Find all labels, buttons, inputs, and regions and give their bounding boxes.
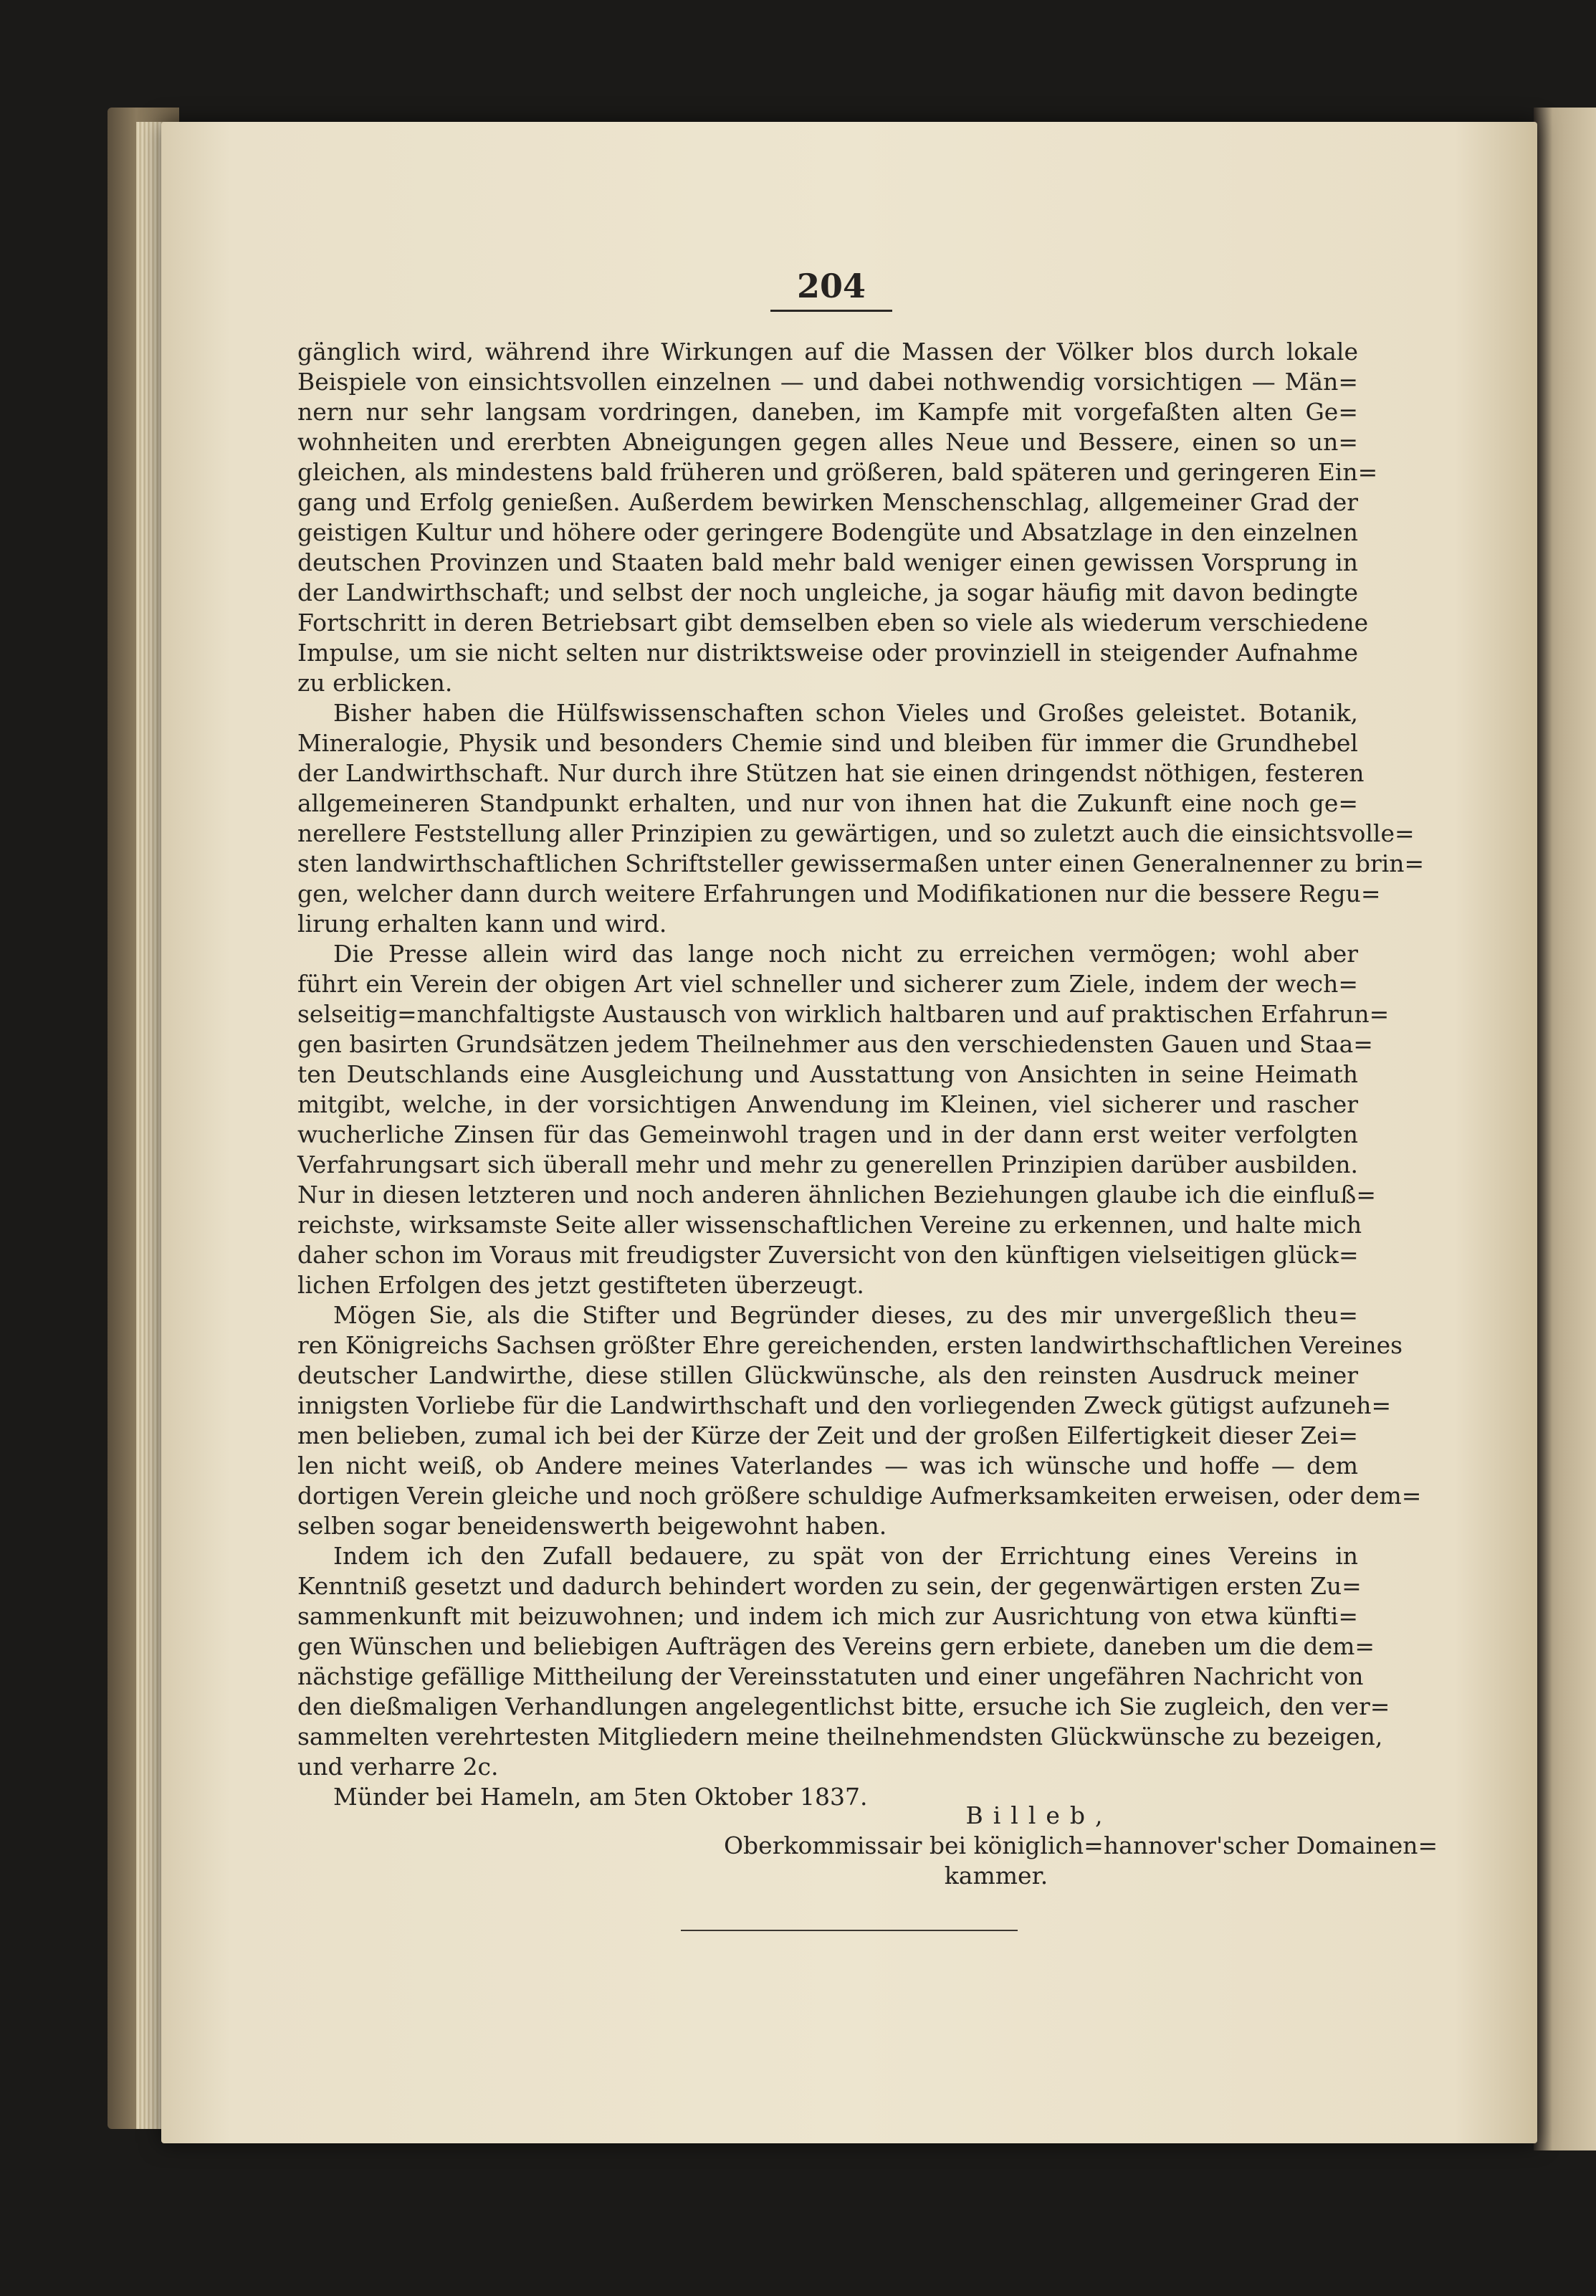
text-line: Kenntniß gesetzt und dadurch behindert worden zu sein, der gegenwärtigen ersten Zu=	[297, 1572, 1362, 1600]
text-line: wohnheiten und ererbten Abneigungen gegen alles Neue und Bessere, einen so un=	[297, 428, 1358, 456]
text-line: Beispiele von einsichtsvollen einzelnen — und dabei nothwendig vorsichtigen — Män=	[297, 368, 1358, 396]
text-line: selben sogar beneidenswerth beigewohnt haben.	[297, 1512, 887, 1540]
text-line: lirung erhalten kann und wird.	[297, 910, 667, 938]
text-line: führt ein Verein der obigen Art viel schneller und sicherer zum Ziele, indem der wech=	[297, 970, 1358, 998]
text-line: wucherliche Zinsen für das Gemeinwohl tragen und in der dann erst weiter verfolgten	[297, 1120, 1358, 1148]
paragraph-start: Die Presse allein wird das lange noch nicht zu erreichen vermögen; wohl aber	[333, 940, 1358, 968]
closing-rule	[681, 1930, 1018, 1931]
text-line: Nur in diesen letzteren und noch anderen ähnlichen Beziehungen glaube ich die einfluß=	[297, 1181, 1376, 1209]
text-line: ten Deutschlands eine Ausgleichung und Ausstattung von Ansichten in seine Heimath	[297, 1060, 1358, 1088]
text-line: der Landwirthschaft; und selbst der noch ungleiche, ja sogar häufig mit davon bedingte	[297, 578, 1358, 606]
text-line: sammenkunft mit beizuwohnen; und indem ich mich zur Ausrichtung von etwa künfti=	[297, 1602, 1358, 1630]
signatory-title-cont: kammer.	[944, 1862, 1048, 1890]
text-line: geistigen Kultur und höhere oder geringere Bodengüte und Absatzlage in den einzelnen	[297, 518, 1358, 546]
text-line: Impulse, um sie nicht selten nur distriktsweise oder provinziell in steigender Aufnahme	[297, 639, 1358, 667]
text-line: und verharre 2c.	[297, 1753, 499, 1781]
text-line: sten landwirthschaftlichen Schriftsteller gewissermaßen unter einen Generalnenner zu brin=	[297, 849, 1425, 877]
text-line: gen basirten Grundsätzen jedem Theilnehmer aus den verschiedensten Gauen und Staa=	[297, 1030, 1373, 1058]
page-number: 204	[796, 267, 866, 305]
paragraph-start: Indem ich den Zufall bedauere, zu spät von der Errichtung eines Vereins in	[333, 1542, 1358, 1570]
text-line: selseitig=manchfaltigste Austausch von wirklich haltbaren und auf praktischen Erfahrun=	[297, 1000, 1390, 1028]
text-line: innigsten Vorliebe für die Landwirthschaft und den vorliegenden Zweck gütigst aufzuneh=	[297, 1391, 1392, 1419]
header-rule	[770, 310, 892, 312]
text-line: len nicht weiß, ob Andere meines Vaterlandes — was ich wünsche und hoffe — dem	[297, 1452, 1358, 1480]
text-line: nerellere Feststellung aller Prinzipien zu gewärtigen, und so zuletzt auch die einsichtsvolle=	[297, 819, 1415, 847]
signature-block	[724, 1801, 1438, 1891]
text-line: zu erblicken.	[297, 669, 453, 697]
text-line: mitgibt, welche, in der vorsichtigen Anwendung im Kleinen, viel sicherer und rascher	[297, 1090, 1358, 1118]
text-line: allgemeineren Standpunkt erhalten, und nur von ihnen hat die Zukunft eine noch ge=	[297, 789, 1358, 817]
text-line: deutschen Provinzen und Staaten bald mehr bald weniger einen gewissen Vorsprung in	[297, 548, 1358, 576]
text-line: gleichen, als mindestens bald früheren und größeren, bald späteren und geringeren Ein=	[297, 458, 1378, 486]
text-line: gen, welcher dann durch weitere Erfahrungen und Modifikationen nur die bessere Regu=	[297, 880, 1381, 908]
text-line: Verfahrungsart sich überall mehr und mehr zu generellen Prinzipien darüber ausbilden.	[297, 1151, 1358, 1178]
text-line: ren Königreichs Sachsen größter Ehre gereichenden, ersten landwirthschaftlichen Vereines	[297, 1331, 1403, 1359]
text-line: daher schon im Voraus mit freudigster Zuversicht von den künftigen vielseitigen glück=	[297, 1241, 1359, 1269]
paragraph-start: Mögen Sie, als die Stifter und Begründer dieses, zu des mir unvergeßlich theu=	[333, 1301, 1358, 1329]
text-line: deutscher Landwirthe, diese stillen Glückwünsche, als den reinsten Ausdruck meiner	[297, 1361, 1358, 1389]
facing-page-edge	[1534, 108, 1596, 2150]
text-line: gen Wünschen und beliebigen Aufträgen des Vereins gern erbiete, daneben um die dem=	[297, 1632, 1375, 1660]
text-line: sammelten verehrtesten Mitgliedern meine theilnehmendsten Glückwünsche zu bezeigen,	[297, 1723, 1383, 1750]
text-line: nächstige gefällige Mittheilung der Vereinsstatuten und einer ungefähren Nachricht von	[297, 1662, 1364, 1690]
body-text	[297, 337, 1425, 1812]
text-line: den dießmaligen Verhandlungen angelegentlichst bitte, ersuche ich Sie zugleich, den ver=	[297, 1692, 1390, 1720]
signatory-name: Billeb,	[965, 1801, 1113, 1829]
text-line: gänglich wird, während ihre Wirkungen auf die Massen der Völker blos durch lokale	[297, 338, 1358, 366]
text-line: dortigen Verein gleiche und noch größere schuldige Aufmerksamkeiten erweisen, oder dem=	[297, 1482, 1422, 1510]
text-line: men belieben, zumal ich bei der Kürze der Zeit und der großen Eilfertigkeit dieser Zei=	[297, 1421, 1358, 1449]
paragraph-start: Bisher haben die Hülfswissenschaften schon Vieles und Großes geleistet. Botanik,	[333, 699, 1358, 727]
place-date-line: Münder bei Hameln, am 5ten Oktober 1837.	[333, 1783, 868, 1811]
text-line: der Landwirthschaft. Nur durch ihre Stützen hat sie einen dringendst nöthigen, festeren	[297, 759, 1365, 787]
text-line: gang und Erfolg genießen. Außerdem bewirken Menschenschlag, allgemeiner Grad der	[297, 488, 1358, 516]
text-line: Fortschritt in deren Betriebsart gibt demselben eben so viele als wiederum verschiedene	[297, 609, 1369, 637]
text-line: Mineralogie, Physik und besonders Chemie sind und bleiben für immer die Grundhebel	[297, 729, 1358, 757]
text-line: nern nur sehr langsam vordringen, daneben, im Kampfe mit vorgefaßten alten Ge=	[297, 398, 1358, 426]
text-line: lichen Erfolgen des jetzt gestifteten überzeugt.	[297, 1271, 864, 1299]
signatory-title: Oberkommissair bei königlich=hannover'scher Domainen=	[724, 1831, 1438, 1859]
text-line: reichste, wirksamste Seite aller wissenschaftlichen Vereine zu erkennen, und halte mich	[297, 1211, 1362, 1239]
